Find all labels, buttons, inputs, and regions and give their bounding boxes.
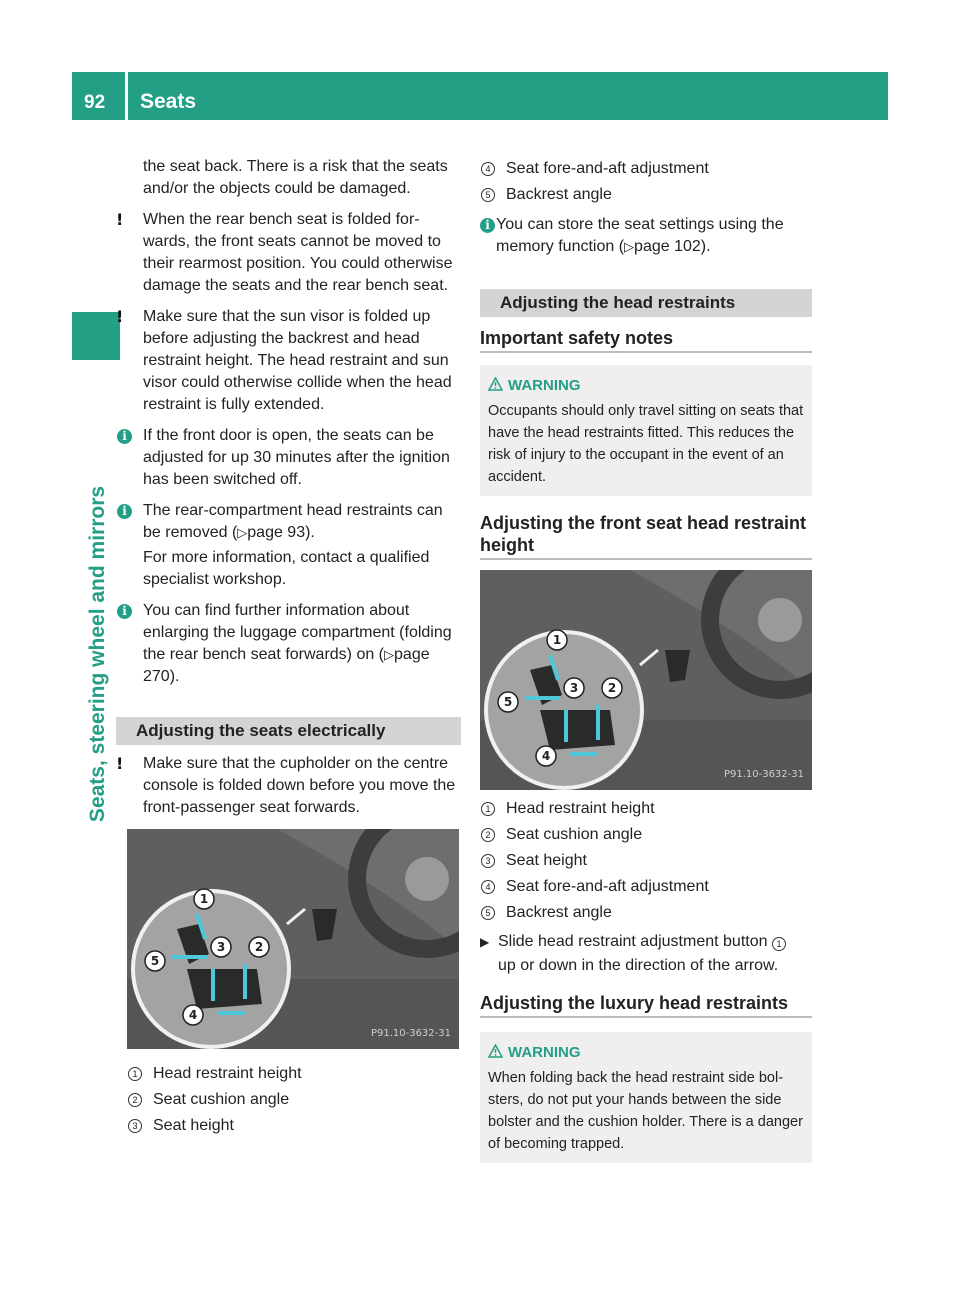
instruction-step: ▶ Slide head restraint adjustment button 1 up or down in the direction of the arrow. <box>480 930 812 978</box>
seat-controls-illustration <box>127 829 459 1049</box>
info-icon: i <box>117 504 132 519</box>
svg-text:1: 1 <box>199 892 209 906</box>
paragraph: the seat back. There is a risk that the seats and/or the objects could be damaged. <box>143 158 448 197</box>
list-item: 1 Head restraint height <box>127 1061 461 1087</box>
list-item: 3 Seat height <box>127 1113 461 1139</box>
warning-triangle-icon <box>488 377 503 391</box>
caution-note: ! Make sure that the cupholder on the centre console is folded down before you move the front-passenger seat forwards. <box>116 754 456 816</box>
exclamation-icon: ! <box>116 210 124 229</box>
step-reference-marker: 1 <box>772 937 786 951</box>
list-item: 4 Seat fore-and-aft adjustment <box>480 156 812 182</box>
list-item: 5 Backrest angle <box>480 182 812 208</box>
caution-note: ! When the rear bench seat is folded forwards, the front seats cannot be moved to their rearmost position. You could otherwise damage the seats and the rear bench seat. <box>116 210 453 294</box>
info-note: i The rear-compartment head restraints can be removed (▷page 93). <box>116 500 461 544</box>
subheading: Adjusting the luxury head restraints <box>480 992 812 1018</box>
svg-text:2: 2 <box>607 681 617 695</box>
svg-text:3: 3 <box>569 681 579 695</box>
warning-box <box>480 1032 812 1163</box>
info-icon: i <box>117 604 132 619</box>
header-separator <box>125 72 128 120</box>
page-ref-arrow-icon: ▷ <box>624 239 635 254</box>
list-item: 2 Seat cushion angle <box>480 822 812 848</box>
page-ref-arrow-icon: ▷ <box>237 525 248 540</box>
warning-text: Occupants should only travel sitting on seats that have the head restraints fitted. This reduces the risk of injury to the occupant in the event of an accident. <box>488 403 804 485</box>
page-reference-link[interactable]: page 102). <box>634 238 711 255</box>
info-note: i You can store the seat settings using the memory function (▷page 102). <box>480 214 812 258</box>
warning-title: WARNING <box>488 1042 804 1064</box>
subheading: Adjusting the front seat head restraint height <box>480 512 812 560</box>
numbered-list <box>127 1061 461 1139</box>
svg-text:5: 5 <box>150 954 160 968</box>
list-item: 2 Seat cushion angle <box>127 1087 461 1113</box>
list-item: 1 Head restraint height <box>480 796 812 822</box>
warning-box <box>480 365 812 496</box>
list-item: 4 Seat fore-and-aft adjustment <box>480 874 812 900</box>
numbered-list <box>480 156 812 208</box>
svg-text:2: 2 <box>254 940 264 954</box>
list-item: 3 Seat height <box>480 848 812 874</box>
warning-title: WARNING <box>488 375 804 397</box>
paragraph: For more information, contact a qualified specialist workshop. <box>143 549 430 588</box>
exclamation-icon: ! <box>116 307 124 326</box>
info-note: i You can find further information about enlarging the luggage compartment (folding the rear bench seat forwards) on (▷page 270). <box>116 600 461 688</box>
seat-controls-figure <box>480 570 812 790</box>
numbered-list <box>480 796 812 926</box>
svg-text:4: 4 <box>541 749 551 763</box>
page-reference-link[interactable]: page 93). <box>247 524 315 541</box>
figure-code: P91.10-3632-31 <box>370 1028 451 1039</box>
info-icon: i <box>480 218 495 233</box>
figure-code: P91.10-3632-31 <box>723 769 804 780</box>
caution-note: ! Make sure that the sun visor is folded up before adjusting the backrest and head restraint height. The head restraint and sun visor could otherwise collide when the head restraint is fully extended. <box>116 307 452 413</box>
exclamation-icon: ! <box>116 754 124 773</box>
svg-text:4: 4 <box>188 1008 198 1022</box>
list-item: 5 Backrest angle <box>480 900 812 926</box>
section-title: Seats <box>140 90 197 113</box>
page-number: 92 <box>84 92 106 113</box>
section-heading-bar: Adjusting the seats electrically <box>116 717 461 745</box>
svg-text:5: 5 <box>503 695 513 709</box>
right-column <box>480 156 812 1163</box>
info-icon: i <box>117 429 132 444</box>
info-note: i If the front door is open, the seats can be adjusted for up 30 minutes after the ignition has been switched off. <box>116 425 461 491</box>
svg-text:3: 3 <box>216 940 226 954</box>
svg-text:1: 1 <box>552 633 562 647</box>
seat-controls-figure <box>127 829 459 1049</box>
seat-controls-illustration <box>480 570 812 790</box>
step-arrow-icon: ▶ <box>480 935 490 949</box>
section-heading-bar: Adjusting the head restraints <box>480 289 812 317</box>
left-column <box>116 156 461 1139</box>
warning-triangle-icon <box>488 1044 503 1058</box>
warning-text: When folding back the head restraint side bolsters, do not put your hands between the side bolster and the cushion holder. There is a danger of becoming trapped. <box>488 1070 803 1152</box>
page-reference-link[interactable]: page 270). <box>143 646 430 685</box>
subheading: Important safety notes <box>480 327 812 353</box>
page-ref-arrow-icon: ▷ <box>384 647 395 662</box>
chapter-tab-marker <box>72 312 120 360</box>
